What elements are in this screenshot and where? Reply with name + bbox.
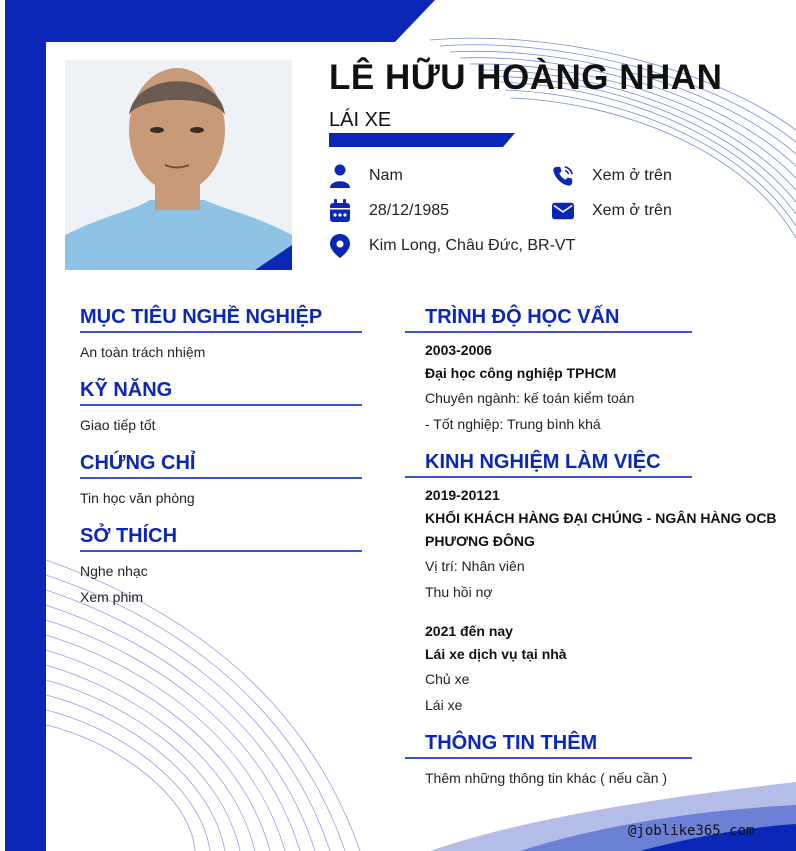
candidate-name: LÊ HỮU HOÀNG NHAN — [329, 58, 723, 97]
experience-divider — [405, 476, 692, 478]
info-phone — [552, 163, 672, 189]
extra-info-title: THÔNG TIN THÊM — [425, 732, 598, 754]
certificates-title: CHỨNG CHỈ — [80, 452, 196, 474]
hobby-item: Nghe nhạc — [80, 563, 148, 579]
education-school: Đại học công nghiệp TPHCM — [425, 365, 617, 381]
top-accent-band — [5, 0, 435, 42]
job-position: Vị trí: Nhân viên — [425, 558, 525, 574]
info-birthdate — [329, 198, 449, 224]
gender-value: Nam — [369, 167, 403, 184]
job-company-cont: PHƯƠNG ĐÔNG — [425, 533, 535, 549]
job-duty: Thu hồi nợ — [425, 584, 493, 600]
calendar-icon — [329, 199, 351, 223]
education-divider — [405, 331, 692, 333]
education-major: Chuyên ngành: kế toán kiểm toán — [425, 390, 635, 406]
phone-icon — [552, 164, 574, 188]
job-duty: Lái xe — [425, 697, 463, 713]
birthdate-value: 28/12/1985 — [369, 202, 450, 219]
hobby-item: Xem phim — [80, 589, 144, 605]
certificates-divider — [80, 477, 362, 479]
skills-text: Giao tiếp tốt — [80, 417, 156, 433]
skills-divider — [80, 404, 362, 406]
job-years: 2021 đến nay — [425, 623, 513, 639]
experience-title: KINH NGHIỆM LÀM VIỆC — [425, 451, 661, 473]
phone-value: Xem ở trên — [592, 167, 672, 184]
hobbies-divider — [80, 550, 362, 552]
certificates-text: Tin học văn phòng — [80, 490, 195, 506]
education-grade: - Tốt nghiệp: Trung bình khá — [425, 416, 601, 432]
job-position: Chủ xe — [425, 671, 470, 687]
info-gender — [329, 163, 403, 189]
education-years: 2003-2006 — [425, 342, 492, 358]
info-email — [552, 198, 672, 224]
hobbies-title: SỞ THÍCH — [80, 525, 178, 547]
education-title: TRÌNH ĐỘ HỌC VẤN — [425, 306, 620, 328]
objective-title: MỤC TIÊU NGHỀ NGHIỆP — [80, 306, 323, 328]
job-company: KHỐI KHÁCH HÀNG ĐẠI CHÚNG - NGÂN HÀNG OCB — [425, 510, 777, 526]
info-address — [329, 233, 575, 259]
envelope-icon — [552, 199, 574, 223]
extra-info-divider — [405, 757, 692, 759]
extra-info-text: Thêm những thông tin khác ( nếu cần ) — [425, 770, 668, 786]
left-accent-bar — [5, 0, 46, 851]
title-underline-bar — [329, 133, 515, 147]
location-pin-icon — [329, 234, 351, 258]
email-value: Xem ở trên — [592, 202, 672, 219]
job-company: Lái xe dịch vụ tại nhà — [425, 646, 567, 662]
objective-divider — [80, 331, 362, 333]
job-title: LÁI XE — [329, 109, 392, 131]
person-icon — [329, 164, 351, 188]
skills-title: KỸ NĂNG — [80, 379, 173, 401]
job-years: 2019-20121 — [425, 487, 500, 503]
address-value: Kim Long, Châu Đức, BR-VT — [369, 237, 576, 254]
watermark-text: @joblike365.com — [628, 823, 755, 839]
objective-text: An toàn trách nhiệm — [80, 344, 206, 360]
profile-photo — [65, 60, 292, 270]
